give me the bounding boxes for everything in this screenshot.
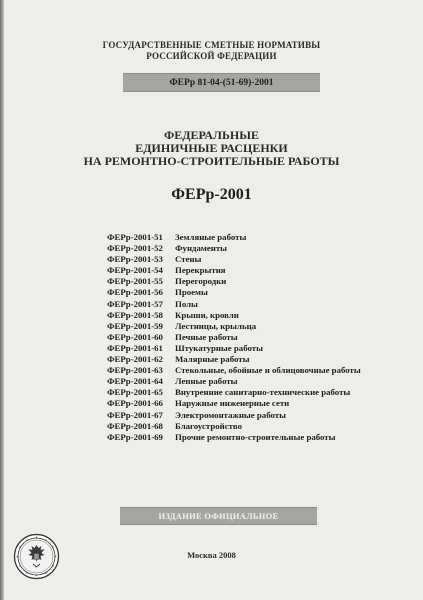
list-item [107, 265, 407, 276]
header-line-2: РОССИЙСКОЙ ФЕДЕРАЦИИ [146, 51, 277, 61]
item-code: ФЕРр-2001-55 [107, 276, 163, 287]
item-code: ФЕРр-2001-57 [107, 298, 163, 309]
list-item [107, 287, 407, 298]
item-code: ФЕРр-2001-51 [107, 232, 163, 242]
title-line-1: ФЕДЕРАЛЬНЫЕ [163, 128, 260, 142]
list-item [107, 365, 407, 376]
item-name: Проемы [175, 287, 208, 298]
item-name: Штукатурные работы [175, 342, 263, 353]
state-emblem-seal-icon [13, 533, 60, 580]
list-item [107, 421, 407, 432]
item-code: ФЕРр-2001-60 [107, 331, 163, 342]
item-name: Наружные инженерные сети [175, 398, 290, 409]
item-code: ФЕРр-2001-63 [107, 365, 163, 376]
contents-list [107, 232, 407, 443]
item-code: ФЕРр-2001-65 [107, 387, 163, 398]
item-name: Благоустройство [175, 420, 243, 431]
item-code: ФЕРр-2001-53 [107, 254, 163, 265]
item-name: Перекрытия [175, 265, 226, 276]
document-code: ФЕРр 81-04-(51-69)-2001 [169, 77, 274, 88]
item-name: Стекольные, обойные и облицовочные работы [175, 365, 361, 376]
item-code: ФЕРр-2001-59 [107, 320, 163, 331]
list-item [107, 299, 407, 310]
list-item [107, 387, 407, 398]
title-line-3: НА РЕМОНТНО-СТРОИТЕЛЬНЫЕ РАБОТЫ [83, 154, 340, 168]
list-item [107, 254, 407, 265]
item-code: ФЕРр-2001-52 [107, 243, 163, 254]
item-code: ФЕРр-2001-68 [107, 420, 163, 431]
list-item [107, 398, 407, 409]
item-code: ФЕРр-2001-54 [107, 265, 163, 276]
list-item [107, 354, 407, 365]
item-name: Стены [175, 254, 202, 265]
item-code: ФЕРр-2001-66 [107, 398, 163, 409]
item-name: Крыши, кровли [175, 309, 239, 320]
item-name: Электромонтажные работы [175, 409, 286, 420]
item-code: ФЕРр-2001-62 [107, 354, 163, 365]
list-item [107, 332, 407, 343]
list-item [107, 432, 407, 443]
header-line-1: ГОСУДАРСТВЕННЫЕ СМЕТНЫЕ НОРМАТИВЫ [102, 40, 321, 50]
title-line-2: ЕДИНИЧНЫЕ РАСЦЕНКИ [135, 141, 288, 155]
list-item [107, 343, 407, 354]
list-item [107, 276, 407, 287]
list-item [107, 243, 407, 254]
item-name: Перегородки [175, 276, 227, 287]
item-code: ФЕРр-2001-58 [107, 309, 163, 320]
item-code: ФЕРр-2001-61 [107, 342, 163, 353]
official-edition-label: ИЗДАНИЕ ОФИЦИАЛЬНОЕ [158, 511, 279, 521]
item-name: Печные работы [175, 331, 238, 342]
city-year: Москва 2008 [187, 550, 236, 560]
list-item [107, 310, 407, 321]
item-name: Внутренние санитарно-технические работы [175, 387, 351, 398]
item-name: Фундаменты [175, 243, 228, 254]
document-code-bar [123, 73, 320, 92]
item-name: Малярные работы [175, 354, 250, 365]
list-item [107, 376, 407, 387]
item-name: Полы [175, 298, 198, 309]
item-code: ФЕРр-2001-69 [107, 431, 163, 442]
official-edition-bar [120, 507, 317, 525]
list-item [107, 410, 407, 421]
item-code: ФЕРр-2001-67 [107, 409, 163, 420]
item-code: ФЕРр-2001-56 [107, 287, 163, 298]
list-item [107, 232, 407, 243]
item-name: Лепные работы [175, 376, 238, 387]
item-name: Лестницы, крыльца [175, 320, 257, 331]
main-title: ФЕРр-2001 [171, 186, 252, 203]
list-item [107, 321, 407, 332]
binding-edge [0, 0, 4, 600]
item-code: ФЕРр-2001-64 [107, 376, 163, 387]
item-name: Земляные работы [175, 232, 247, 242]
item-name: Прочие ремонтно-строительные работы [175, 431, 336, 442]
